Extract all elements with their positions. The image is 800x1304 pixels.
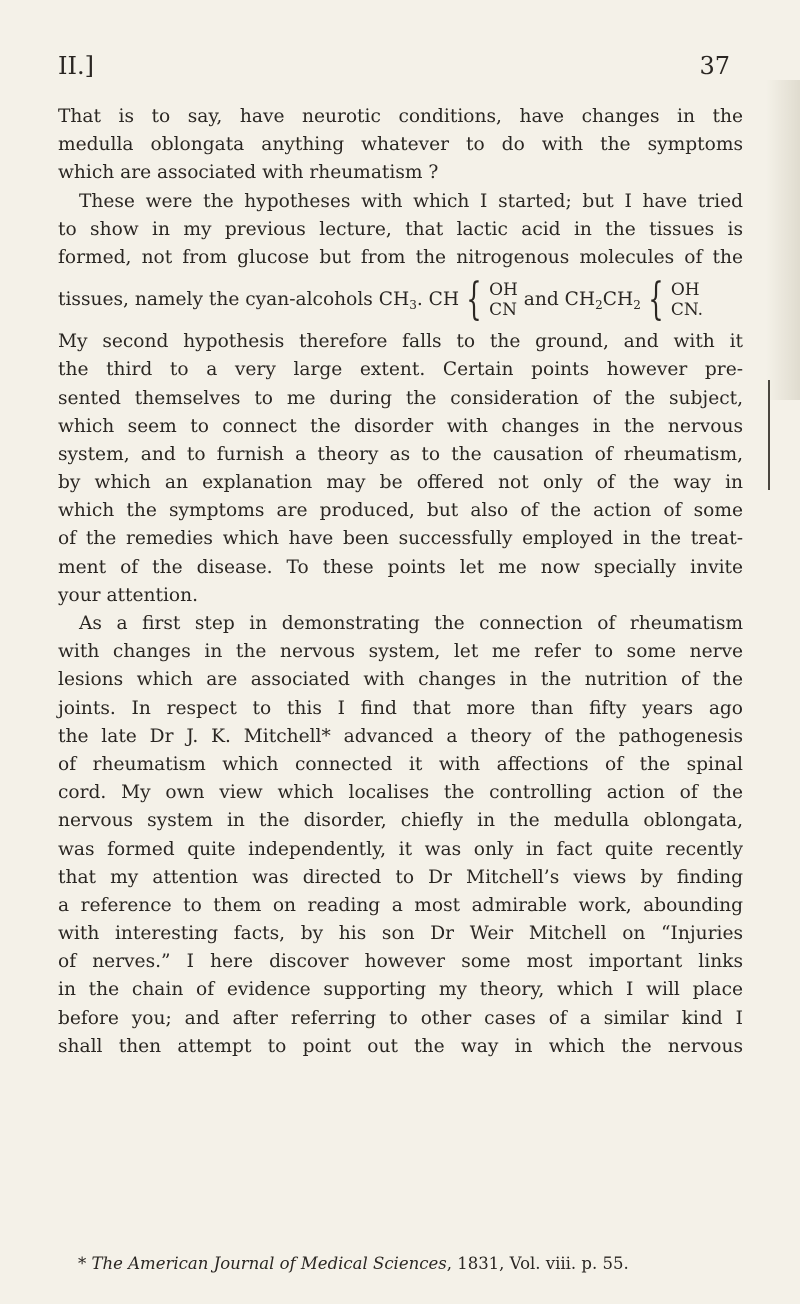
text-line: of the remedies which have been successfully employed in the treat- <box>58 528 743 550</box>
formula-stack-top: OH <box>670 280 700 301</box>
formula-stack <box>671 280 703 320</box>
section-mark: II.] <box>58 52 94 80</box>
text-line: before you; and after referring to other cases of a similar kind I <box>58 1007 743 1029</box>
body-text <box>58 103 743 1061</box>
formula-subscript: 2 <box>633 298 641 313</box>
footnote-citation: , 1831, Vol. viii. p. 55. <box>446 1254 629 1273</box>
text-line: the late Dr J. K. Mitchell* advanced a theory of the pathogenesis <box>58 725 743 747</box>
text-line: the third to a very large extent. Certain points however pre- <box>58 359 743 381</box>
text-line: shall then attempt to point out the way in which the nervous <box>58 1035 743 1057</box>
formula-stack-bottom: CN <box>489 300 517 321</box>
text-line: lesions which are associated with changes in the nutrition of the <box>58 669 743 691</box>
text-line: which seem to connect the disorder with changes in the nervous <box>58 415 743 437</box>
text-line: system, and to furnish a theory as to the causation of rheumatism, <box>58 443 743 465</box>
text-line: which the symptoms are produced, but also of the action of some <box>58 500 743 522</box>
text-line: medulla oblongata anything whatever to do with the symptoms <box>58 134 743 156</box>
text-line: joints. In respect to this I find that more than fifty years ago <box>58 697 743 719</box>
formula-part: CH <box>602 289 634 311</box>
formula-subscript: 2 <box>595 298 603 313</box>
formula-part: . CH <box>416 289 460 311</box>
text-line: sented themselves to me during the consideration of the subject, <box>58 387 743 409</box>
formula-lead: tissues, namely the cyan-alcohols CH <box>58 289 410 311</box>
page-edge-line <box>768 380 770 490</box>
text-line: by which an explanation may be offered not only of the way in <box>58 472 743 494</box>
text-line: My second hypothesis therefore falls to the ground, and with it <box>58 331 743 353</box>
text-line: nervous system in the disorder, chiefly in the medulla oblongata, <box>58 810 743 832</box>
text-line: to show in my previous lecture, that lactic acid in the tissues is <box>58 218 743 240</box>
formula-brace-group <box>641 274 704 326</box>
text-line: ment of the disease. To these points let me now specially invite <box>58 556 743 578</box>
left-brace-icon: { <box>648 274 664 326</box>
formula-stack-top: OH <box>489 280 518 301</box>
formula-stack <box>489 280 518 320</box>
formula-part: and CH <box>517 289 596 311</box>
text-line: cord. My own view which localises the controlling action of the <box>58 782 743 804</box>
formula-subscript: 3 <box>409 298 417 313</box>
page-number: 37 <box>699 52 730 80</box>
footnote-marker: * <box>78 1254 92 1273</box>
text-line: formed, not from glucose but from the nitrogenous molecules of the <box>58 246 743 268</box>
page-edge-shadow <box>766 80 800 400</box>
formula-brace-group <box>459 274 518 326</box>
formula-stack-bottom: CN. <box>670 300 704 321</box>
text-line: These were the hypotheses with which I started; but I have tried <box>79 190 743 212</box>
text-line: which are associated with rheumatism ? <box>58 162 439 184</box>
text-line: was formed quite independently, it was only in fact quite recently <box>58 838 743 860</box>
text-line: As a first step in demonstrating the connection of rheumatism <box>79 613 743 634</box>
text-line: your attention. <box>58 584 198 606</box>
text-line: of rheumatism which connected it with affections of the spinal <box>58 753 743 775</box>
text-line: of nerves.” I here discover however some most important links <box>58 951 743 973</box>
text-line: with changes in the nervous system, let me refer to some nerve <box>58 641 743 663</box>
text-line: in the chain of evidence supporting my theory, which I will place <box>58 979 743 1001</box>
left-brace-icon: { <box>466 274 482 326</box>
formula-line <box>58 272 743 328</box>
text-line: that my attention was directed to Dr Mitchell’s views by finding <box>58 866 743 888</box>
text-line: a reference to them on reading a most admirable work, abounding <box>58 894 743 916</box>
text-line: That is to say, have neurotic conditions, have changes in the <box>58 106 743 127</box>
text-line: with interesting facts, by his son Dr Weir Mitchell on “Injuries <box>58 923 743 945</box>
footnote-journal-title: The American Journal of Medical Sciences <box>91 1254 447 1273</box>
footnote <box>78 1253 748 1275</box>
